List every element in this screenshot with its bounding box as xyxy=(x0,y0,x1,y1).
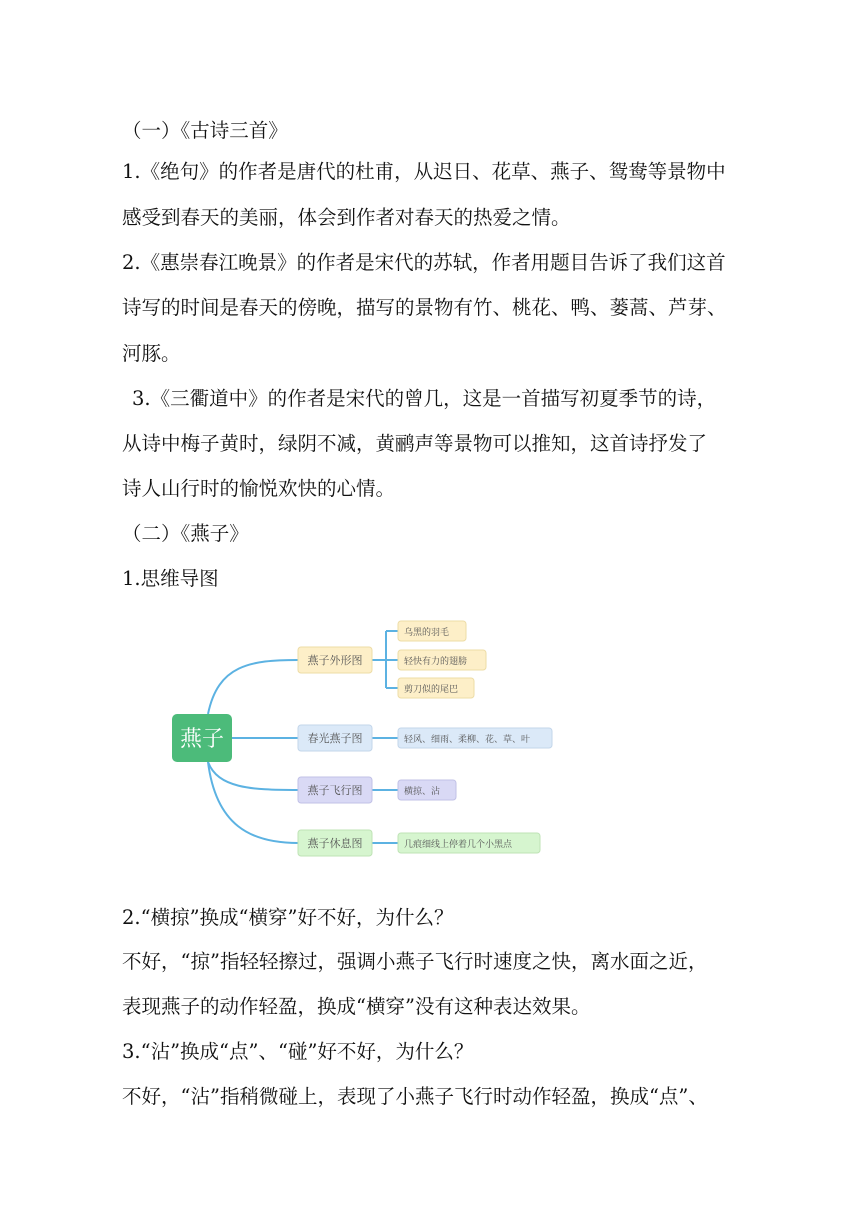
branch-1-label: 燕子外形图 xyxy=(307,654,363,667)
branch-4-leaf-1-label: 几痕细线上停着几个小黑点 xyxy=(404,840,513,850)
paragraph-2-line-3: 河豚。 xyxy=(122,342,181,365)
paragraph-1-line-1: 1.《绝句》的作者是唐代的杜甫，从迟日、花草、燕子、鸳鸯等景物中 xyxy=(122,160,726,183)
section-1-heading: （一）《古诗三首》 xyxy=(122,119,288,142)
branch-2 xyxy=(298,725,552,751)
paragraph-2-line-1: 2.《惠崇春江晚景》的作者是宋代的苏轼，作者用题目告诉了我们这首 xyxy=(122,251,726,274)
connector-leaf-bracket xyxy=(371,631,398,688)
branch-3-label: 燕子飞行图 xyxy=(307,784,363,797)
connector-trunk-1 xyxy=(208,660,298,714)
answer-2-line-1: 不好，“掠”指轻轻擦过，强调小燕子飞行时速度之快，离水面之近， xyxy=(122,950,708,973)
center-node-label: 燕子 xyxy=(179,727,225,752)
mind-map-center-node xyxy=(172,714,232,762)
branch-1-leaf-2-label: 轻快有力的翅膀 xyxy=(404,657,468,667)
branch-1-leaf-3-label: 剪刀似的尾巴 xyxy=(404,685,459,695)
branch-2-label: 春光燕子图 xyxy=(307,732,363,745)
paragraph-3-line-1: 3.《三衢道中》的作者是宋代的曾几，这是一首描写初夏季节的诗， xyxy=(132,387,717,410)
mind-map xyxy=(160,610,580,870)
paragraph-3-line-3: 诗人山行时的愉悦欢快的心情。 xyxy=(122,477,396,500)
branch-4-label: 燕子休息图 xyxy=(307,837,363,850)
item-1-mind-map-label: 1.思维导图 xyxy=(122,567,219,590)
question-2: 2.“横掠”换成“横穿”好不好，为什么？ xyxy=(122,906,454,929)
paragraph-2-line-2: 诗写的时间是春天的傍晚，描写的景物有竹、桃花、鸭、蒌蒿、芦芽、 xyxy=(122,296,727,319)
section-2-heading: （二）《燕子》 xyxy=(122,522,249,545)
branch-2-leaf-1-label: 轻风、细雨、柔柳、花、草、叶 xyxy=(404,735,531,745)
answer-3-line-1: 不好，“沾”指稍微碰上，表现了小燕子飞行时动作轻盈，换成“点”、 xyxy=(122,1085,708,1108)
branch-4 xyxy=(298,830,540,856)
connector-trunk-3 xyxy=(208,762,298,790)
branch-1-leaf-1-label: 乌黑的羽毛 xyxy=(404,628,450,638)
paragraph-3-line-2: 从诗中梅子黄时，绿阴不减，黄鹂声等景物可以推知，这首诗抒发了 xyxy=(122,432,708,455)
branch-3-leaf-1-label: 横掠、沾 xyxy=(404,787,441,797)
paragraph-1-line-2: 感受到春天的美丽，体会到作者对春天的热爱之情。 xyxy=(122,206,571,229)
connector-trunk-4 xyxy=(208,762,298,843)
question-3: 3.“沾”换成“点”、“碰”好不好，为什么？ xyxy=(122,1040,474,1063)
answer-2-line-2: 表现燕子的动作轻盈，换成“横穿”没有这种表达效果。 xyxy=(122,995,591,1018)
